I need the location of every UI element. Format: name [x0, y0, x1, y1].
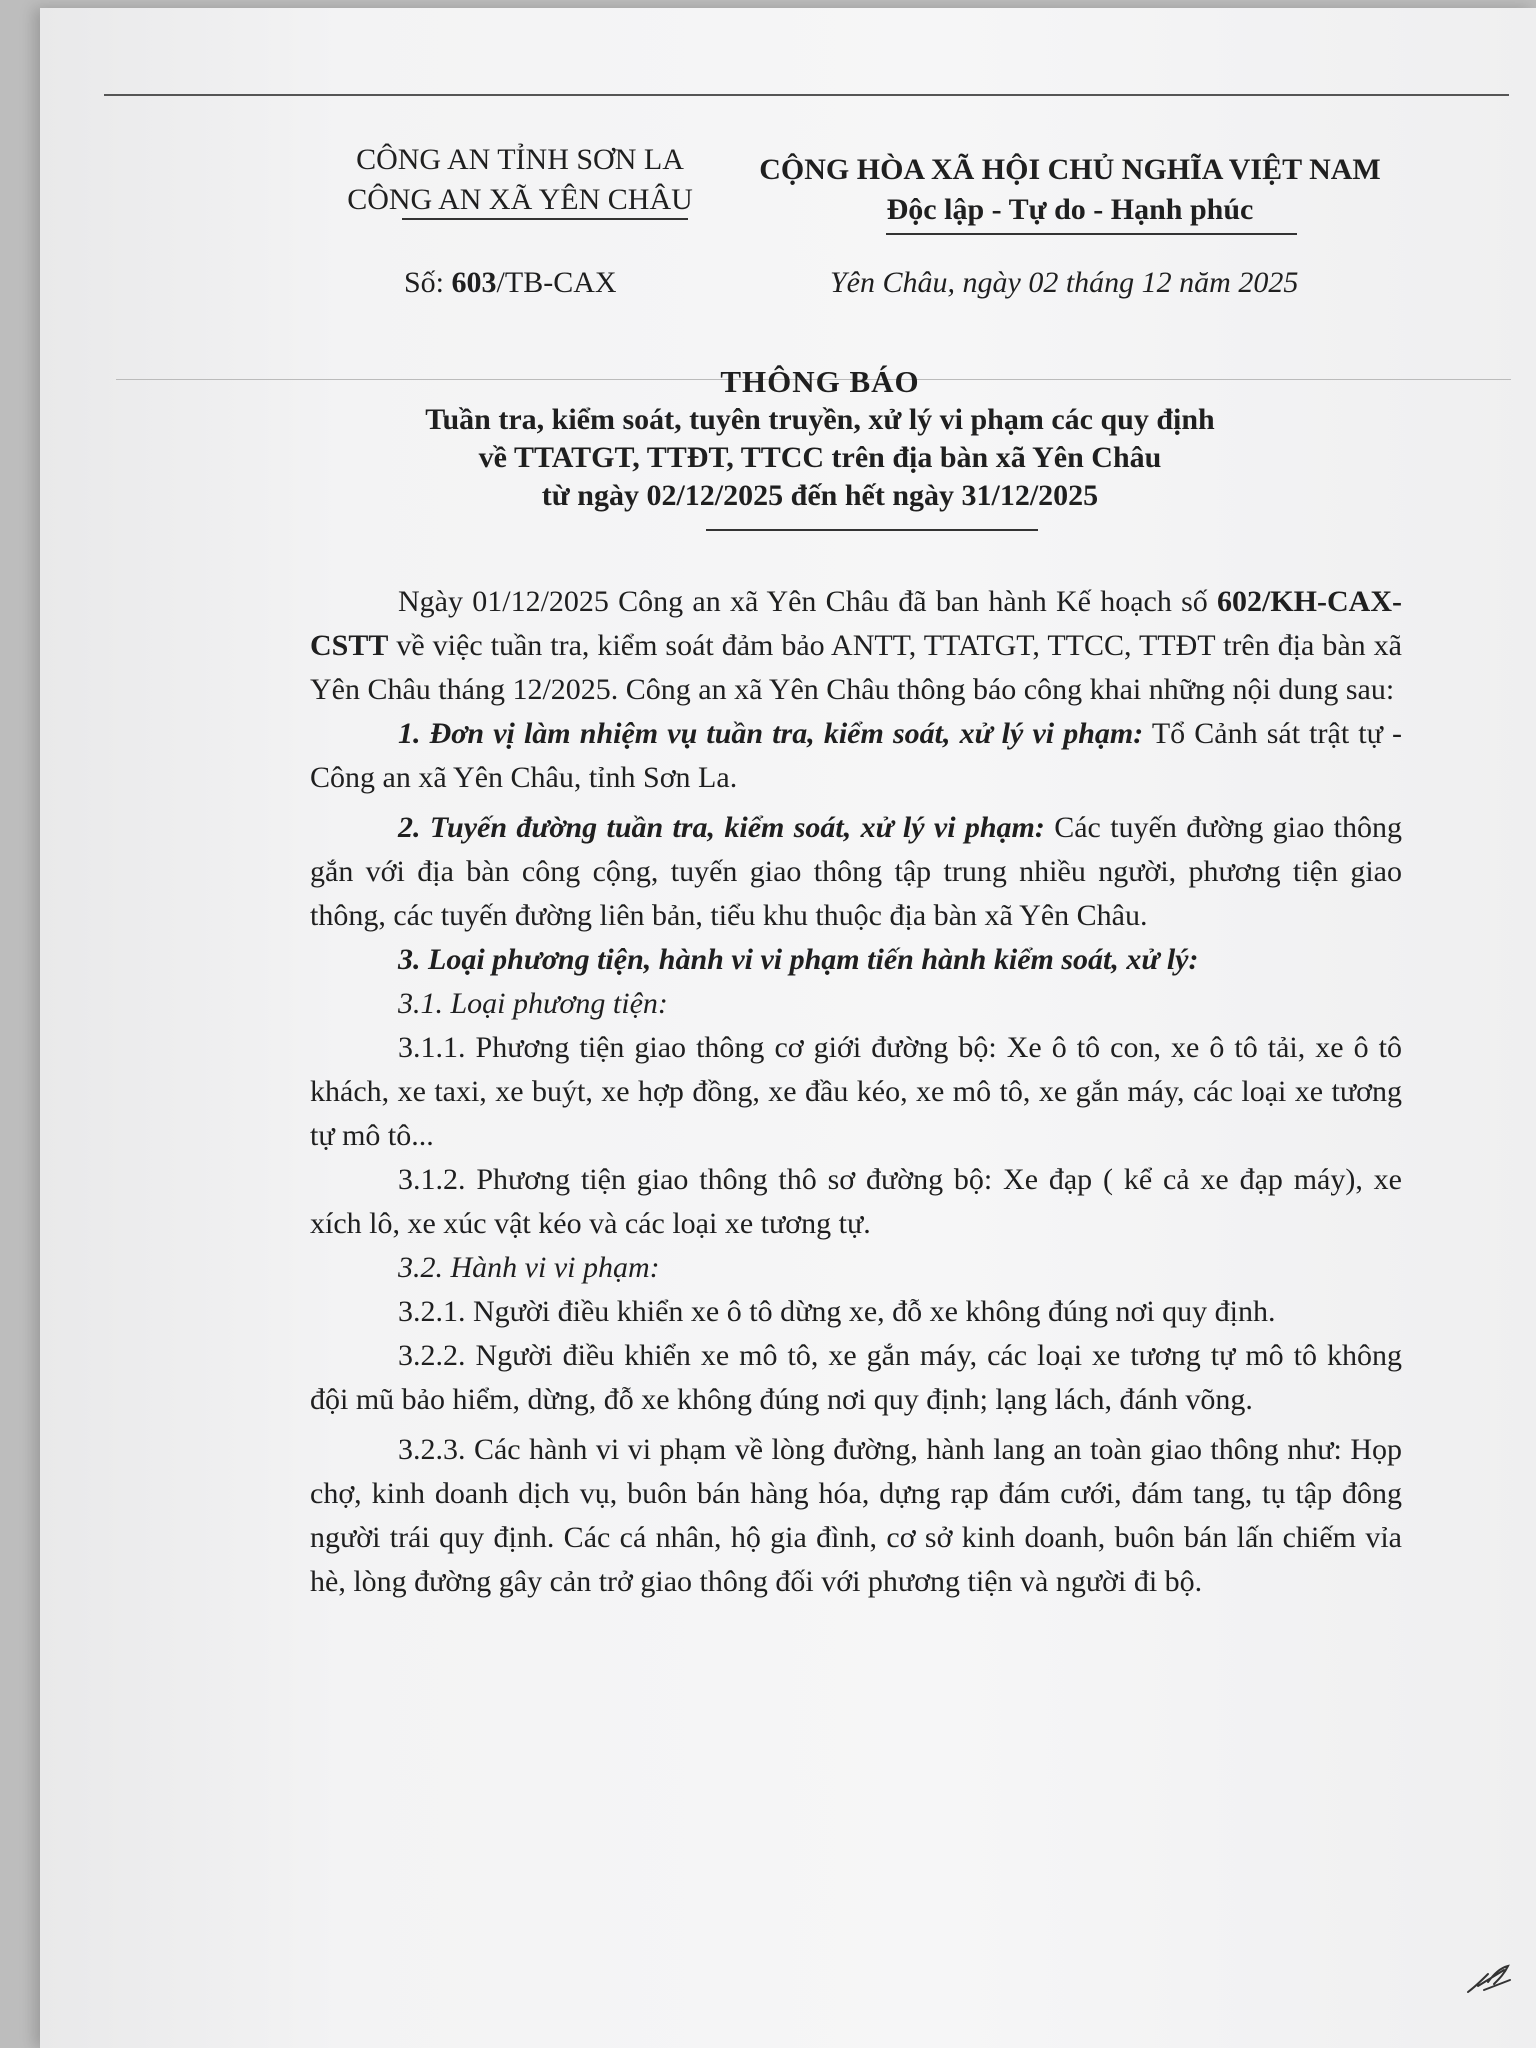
title-heading: THÔNG BÁO — [720, 364, 920, 399]
national-header — [740, 150, 1400, 230]
issuing-agency: CÔNG AN XÃ YÊN CHÂU — [347, 183, 693, 216]
document-body — [310, 580, 1402, 1604]
section-3-1-heading: 3.1. Loại phương tiện: — [398, 987, 668, 1020]
section-3-heading: 3. Loại phương tiện, hành vi vi phạm tiến hành kiểm soát, xử lý: — [398, 943, 1199, 976]
title-line-4: từ ngày 02/12/2025 đến hết ngày 31/12/2025 — [541, 479, 1099, 512]
section-3-2-3: 3.2.3. Các hành vi vi phạm về lòng đường, hành lang an toàn giao thông như: Họp chợ, kinh doanh dịch vụ, buôn bán hàng hóa, dựng rạp đám cưới, đám tang, tụ tập đông người trái quy định. Các cá nhân, hộ gia đình, cơ sở kinh doanh, buôn bán lấn chiếm vỉa hè, lòng đường gây cản trở giao thông đối với phương tiện và người đi bộ. — [310, 1433, 1402, 1598]
section-3-2-2: 3.2.2. Người điều khiển xe mô tô, xe gắn máy, các loại xe tương tự mô tô không đội mũ bảo hiểm, dừng, đỗ xe không đúng nơi quy định; lạng lách, đánh võng. — [310, 1339, 1402, 1416]
document-title — [340, 363, 1300, 515]
initials-signature — [1464, 1956, 1516, 2000]
title-underline — [706, 529, 1038, 531]
agency-underline — [402, 218, 688, 220]
document-date: Yên Châu, ngày 02 tháng 12 năm 2025 — [830, 266, 1299, 299]
document-number: Số: 603/TB-CAX — [404, 266, 617, 299]
section-3-1-1: 3.1.1. Phương tiện giao thông cơ giới đường bộ: Xe ô tô con, xe ô tô tải, xe ô tô khách, xe taxi, xe buýt, xe hợp đồng, xe đầu kéo, xe mô tô, xe gắn máy, các loại xe tương tự mô tô... — [310, 1031, 1402, 1152]
parent-agency: CÔNG AN TỈNH SƠN LA — [356, 143, 684, 176]
title-line-2: Tuần tra, kiểm soát, tuyên truyền, xử lý vi phạm các quy định — [425, 403, 1215, 436]
document-page — [40, 8, 1536, 2048]
agency-header — [310, 140, 730, 220]
motto-underline — [886, 233, 1297, 235]
national-title: CỘNG HÒA XÃ HỘI CHỦ NGHĨA VIỆT NAM — [759, 153, 1381, 186]
section-3-2-heading: 3.2. Hành vi vi phạm: — [398, 1251, 660, 1284]
section-1: 1. Đơn vị làm nhiệm vụ tuần tra, kiểm soát, xử lý vi phạm: Tổ Cảnh sát trật tự - Công an xã Yên Châu, tỉnh Sơn La. — [310, 717, 1402, 794]
top-rule — [104, 94, 1509, 96]
section-3-2-1: 3.2.1. Người điều khiển xe ô tô dừng xe, đỗ xe không đúng nơi quy định. — [398, 1295, 1276, 1328]
section-2: 2. Tuyến đường tuần tra, kiểm soát, xử lý vi phạm: Các tuyến đường giao thông gắn với địa bàn công cộng, tuyến giao thông tập trung nhiều người, phương tiện giao thông, các tuyến đường liên bản, tiểu khu thuộc địa bàn xã Yên Châu. — [310, 811, 1402, 932]
national-motto: Độc lập - Tự do - Hạnh phúc — [886, 193, 1254, 226]
title-line-3: về TTATGT, TTĐT, TTCC trên địa bàn xã Yên Châu — [478, 441, 1162, 474]
section-3-1-2: 3.1.2. Phương tiện giao thông thô sơ đường bộ: Xe đạp ( kể cả xe đạp máy), xe xích lô, xe xúc vật kéo và các loại xe tương tự. — [310, 1163, 1402, 1240]
intro-paragraph: Ngày 01/12/2025 Công an xã Yên Châu đã ban hành Kế hoạch số 602/KH-CAX-CSTT về việc tuần tra, kiểm soát đảm bảo ANTT, TTATGT, TTCC, TTĐT trên địa bàn xã Yên Châu tháng 12/2025. Công an xã Yên Châu thông báo công khai những nội dung sau: — [310, 585, 1402, 706]
